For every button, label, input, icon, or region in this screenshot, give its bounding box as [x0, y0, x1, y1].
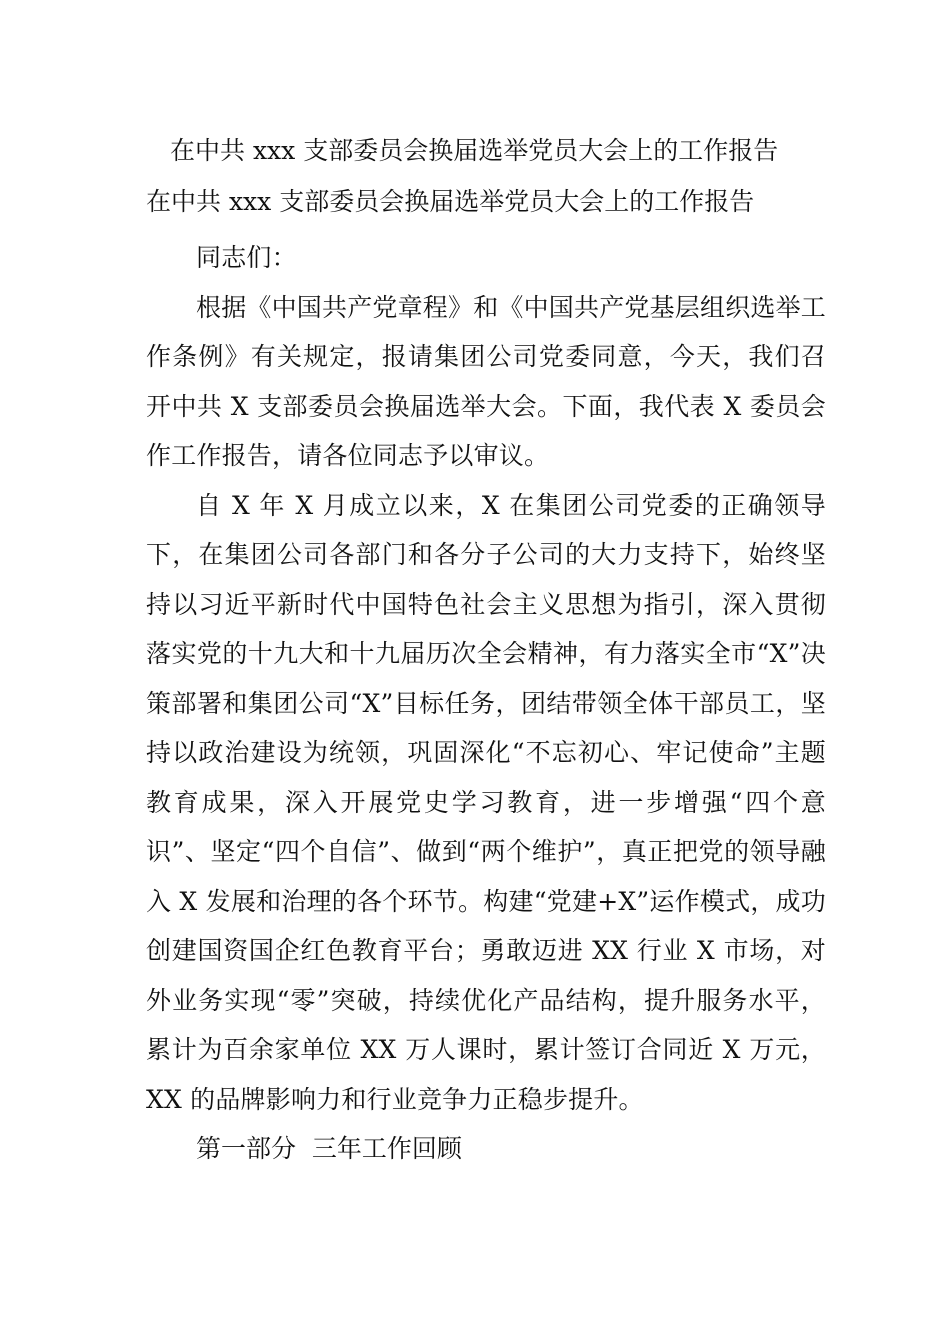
- document-title-repeat: 在中共 xxx 支部委员会换届选举党员大会上的工作报告: [146, 187, 755, 216]
- paragraph-intro: 根据《中国共产党章程》和《中国共产党基层组织选举工作条例》有关规定，报请集团公司党委同意，今天，我们召开中共 X 支部委员会换届选举大会。下面，我代表 X 委员会作工作报告，请各位同志予以审议。: [146, 292, 827, 470]
- salutation: 同志们：: [196, 243, 297, 272]
- paragraph-summary: 自 X 年 X 月成立以来，X 在集团公司党委的正确领导下，在集团公司各部门和各分子公司的大力支持下，始终坚持以习近平新时代中国特色社会主义思想为指引，深入贯彻落实党的十九大和十九届历次全会精神，有力落实全市“X”决策部署和集团公司“X”目标任务，团结带领全体干部员工，坚持以政治建设为统领，巩固深化“不忘初心、牢记使命”主题教育成果，深入开展党史学习教育，进一步增强“四个意识”、坚定“四个自信”、做到“两个维护”，真正把党的领导融入 X 发展和治理的各个环节。构建“党建+X”运作模式，成功创建国资国企红色教育平台；勇敢迈进 XX 行业 X 市场，对外业务实现“零”突破，持续优化产品结构，提升服务水平，累计为百余家单位 XX 万人课时，累计签订合同近 X 万元，XX 的品牌影响力和行业竞争力正稳步提升。: [146, 490, 826, 1114]
- section-heading: 第一部分 三年工作回顾: [196, 1134, 462, 1163]
- document-body: [146, 233, 826, 1174]
- document-title: 在中共 xxx 支部委员会换届选举党员大会上的工作报告: [170, 136, 779, 165]
